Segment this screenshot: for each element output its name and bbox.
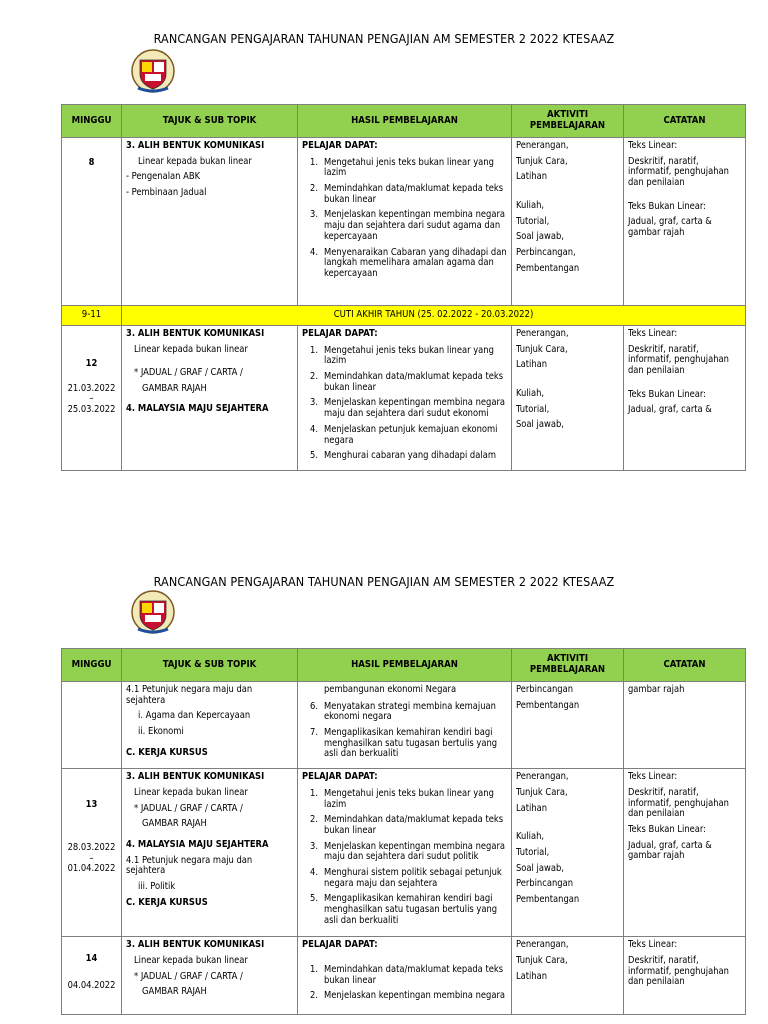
- week-number: 13: [85, 799, 98, 811]
- list-item: 7. Mengaplikasikan kemahiran kendiri bagi menghasilkan satu tugasan bertulis yang asli dan berkualiti: [310, 727, 498, 760]
- list-item: 2. Memindahkan data/maklumat kepada teks bukan linear: [310, 183, 504, 205]
- page-title: RANCANGAN PENGAJARAN TAHUNAN PENGAJIAN AM SEMESTER 2 2022 KTESAAZ: [153, 31, 615, 46]
- week-cell: [62, 937, 122, 1015]
- table-row: [62, 937, 746, 1015]
- header-tajuk: TAJUK & SUB TOPIK: [122, 649, 298, 682]
- topic-cell: 3. ALIH BENTUK KOMUNIKASI Linear kepada bukan linear * JADUAL / GRAF / CARTA / GAMBAR RAJAH 4. MALAYSIA MAJU SEJAHTERA 4.1 Petunjuk negara maju dan sejahtera iii. Politik C. KERJA KURSUS: [122, 769, 298, 937]
- activity-cell: Perbincangan Pembentangan: [512, 682, 624, 769]
- outcome-list: [302, 789, 507, 927]
- activity-cell: Penerangan, Tunjuk Cara, Latihan: [512, 937, 624, 1015]
- week-number: 14: [85, 953, 98, 965]
- topic-cell: 3. ALIH BENTUK KOMUNIKASI Linear kepada bukan linear * JADUAL / GRAF / CARTA / GAMBAR RAJAH 4. MALAYSIA MAJU SEJAHTERA: [122, 326, 298, 471]
- header-aktiviti: AKTIVITI PEMBELAJARAN: [512, 105, 624, 138]
- list-item: 4. Menjelaskan petunjuk kemajuan ekonomi negara: [310, 423, 498, 446]
- list-item: 5. Menghurai cabaran yang dihadapi dalam: [310, 450, 496, 462]
- header-tajuk: TAJUK & SUB TOPIK: [122, 105, 298, 138]
- list-item: 3. Menjelaskan kepentingan membina negara maju dan sejahtera dari sudut agama dan kepercayaan: [310, 209, 506, 242]
- note-cell: Teks Linear: Deskritif, naratif, informatif, penghujahan dan penilaian Teks Bukan Linear: Jadual, graf, carta & gambar rajah: [624, 138, 746, 306]
- outcome-list: [302, 158, 507, 280]
- outcome-cell: pembangunan ekonomi Negara 6. Menyatakan strategi membina kemajuan ekonomi negara 7. Mengaplikasikan kemahiran kendiri bagi menghasilkan satu tugasan bertulis yang asli dan berkualiti: [298, 682, 512, 769]
- note-cell: Teks Linear: Deskritif, naratif, informatif, penghujahan dan penilaian Teks Bukan Linear: Jadual, graf, carta & gambar rajah: [624, 769, 746, 937]
- list-item: 1. Mengetahui jenis teks bukan linear yang lazim: [310, 787, 494, 810]
- list-item: 2. Memindahkan data/maklumat kepada teks bukan linear: [310, 371, 504, 393]
- school-crest-logo: [130, 589, 176, 635]
- header-hasil: HASIL PEMBELAJARAN: [298, 649, 512, 682]
- outcome-cell: PELAJAR DAPAT: 1. Memindahkan data/maklumat kepada teks bukan linear 2. Menjelaskan kepentingan membina negara: [298, 937, 512, 1015]
- outcome-list: [302, 965, 507, 1002]
- plan-table-page1: [61, 104, 746, 471]
- list-item: 1. Mengetahui jenis teks bukan linear yang lazim: [310, 344, 494, 367]
- week-end-date: 25.03.2022: [67, 404, 116, 416]
- header-catatan: CATATAN: [624, 649, 746, 682]
- week-start-date: 04.04.2022: [67, 979, 116, 991]
- week-cell: [62, 682, 122, 769]
- outcome-cell: PELAJAR DAPAT: 1. Mengetahui jenis teks bukan linear yang lazim 2. Memindahkan data/maklumat kepada teks bukan linear 3. Menjelaskan kepentingan membina negara maju dan sejahtera dari sudut politik 4. Menghurai sistem politik sebagai petunjuk negara maju dan sejahtera 5. Mengaplikasikan kemahiran kendiri bagi menghasilkan satu tugasan bertulis yang asli dan berkualiti: [298, 769, 512, 937]
- activity-cell: Penerangan, Tunjuk Cara, Latihan Kuliah, Tutorial, Soal jawab, Perbincangan Pembentangan: [512, 769, 624, 937]
- topic-cell: 4.1 Petunjuk negara maju dan sejahtera i. Agama dan Kepercayaan ii. Ekonomi C. KERJA KURSUS: [122, 682, 298, 769]
- list-item: 2. Menjelaskan kepentingan membina negara: [310, 990, 506, 1002]
- topic-cell: 3. ALIH BENTUK KOMUNIKASI Linear kepada bukan linear * JADUAL / GRAF / CARTA / GAMBAR RAJAH: [122, 937, 298, 1015]
- note-cell: Teks Linear: Deskritif, naratif, informatif, penghujahan dan penilaian: [624, 937, 746, 1015]
- week-start-date: 21.03.2022: [67, 382, 116, 394]
- holiday-weeks: 9-11: [62, 306, 122, 326]
- table-row: [62, 326, 746, 471]
- school-crest-logo: [130, 48, 176, 94]
- week-end-date: 01.04.2022: [67, 863, 116, 875]
- activity-cell: Penerangan, Tunjuk Cara, Latihan Kuliah, Tutorial, Soal jawab, Perbincangan, Pembentangan: [512, 138, 624, 306]
- header-catatan: CATATAN: [624, 105, 746, 138]
- week-number: 12: [85, 358, 98, 369]
- outcome-cell: PELAJAR DAPAT: 1. Mengetahui jenis teks bukan linear yang lazim 2. Memindahkan data/maklumat kepada teks bukan linear 3. Menjelaskan kepentingan membina negara maju dan sejahtera dari sudut ekonomi 4. Menjelaskan petunjuk kemajuan ekonomi negara 5. Menghurai cabaran yang dihadapi dalam: [298, 326, 512, 471]
- topic-cell: 3. ALIH BENTUK KOMUNIKASI Linear kepada bukan linear - Pengenalan ABK - Pembinaan Jadual: [122, 138, 298, 306]
- list-item: 3. Menjelaskan kepentingan membina negara maju dan sejahtera dari sudut ekonomi: [310, 397, 506, 420]
- week-cell: 13 28.03.2022 – 01.04.2022: [62, 769, 122, 937]
- plan-table-page2: [61, 648, 746, 1015]
- week-number: 8: [62, 138, 122, 306]
- note-cell: Teks Linear: Deskritif, naratif, informatif, penghujahan dan penilaian Teks Bukan Linear: Jadual, graf, carta &: [624, 326, 746, 471]
- outcome-cell: PELAJAR DAPAT: 1. Mengetahui jenis teks bukan linear yang lazim 2. Memindahkan data/maklumat kepada teks bukan linear 3. Menjelaskan kepentingan membina negara maju dan sejahtera dari sudut agama dan kepercayaan 4. Menyenaraikan Cabaran yang dihadapi dan langkah memelihara amalan agama dan kepercayaan: [298, 138, 512, 306]
- holiday-row: [62, 306, 746, 326]
- header-minggu: MINGGU: [62, 105, 122, 138]
- outcome-list: [302, 346, 507, 462]
- table-row: [62, 682, 746, 769]
- list-item: 4. Menghurai sistem politik sebagai petunjuk negara maju dan sejahtera: [310, 866, 502, 889]
- list-item: 6. Menyatakan strategi membina kemajuan ekonomi negara: [310, 700, 496, 723]
- table-row: [62, 769, 746, 937]
- table-row: [62, 138, 746, 306]
- activity-cell: Penerangan, Tunjuk Cara, Latihan Kuliah, Tutorial, Soal jawab,: [512, 326, 624, 471]
- list-item: 1. Memindahkan data/maklumat kepada teks bukan linear: [310, 963, 504, 986]
- list-item: 1. Mengetahui jenis teks bukan linear yang lazim: [310, 156, 494, 179]
- table-header-row: [62, 105, 746, 138]
- week-cell: 12 21.03.2022 – 25.03.2022: [62, 326, 122, 471]
- holiday-label: CUTI AKHIR TAHUN (25. 02.2022 - 20.03.2022): [122, 306, 746, 326]
- list-item: 2. Memindahkan data/maklumat kepada teks bukan linear: [310, 814, 504, 836]
- week-start-date: 28.03.2022: [67, 841, 116, 853]
- table-header-row: [62, 649, 746, 682]
- list-item: 5. Mengaplikasikan kemahiran kendiri bagi menghasilkan satu tugasan bertulis yang asli dan berkualiti: [310, 893, 498, 926]
- list-item: 3. Menjelaskan kepentingan membina negara maju dan sejahtera dari sudut politik: [310, 840, 506, 863]
- outcome-list: [302, 702, 507, 760]
- header-hasil: HASIL PEMBELAJARAN: [298, 105, 512, 138]
- header-minggu: MINGGU: [62, 649, 122, 682]
- page-title: RANCANGAN PENGAJARAN TAHUNAN PENGAJIAN AM SEMESTER 2 2022 KTESAAZ: [153, 574, 615, 589]
- header-aktiviti: AKTIVITI PEMBELAJARAN: [512, 649, 624, 682]
- note-cell: gambar rajah: [624, 682, 746, 769]
- list-item: 4. Menyenaraikan Cabaran yang dihadapi dan langkah memelihara amalan agama dan kepercayaan: [310, 246, 507, 279]
